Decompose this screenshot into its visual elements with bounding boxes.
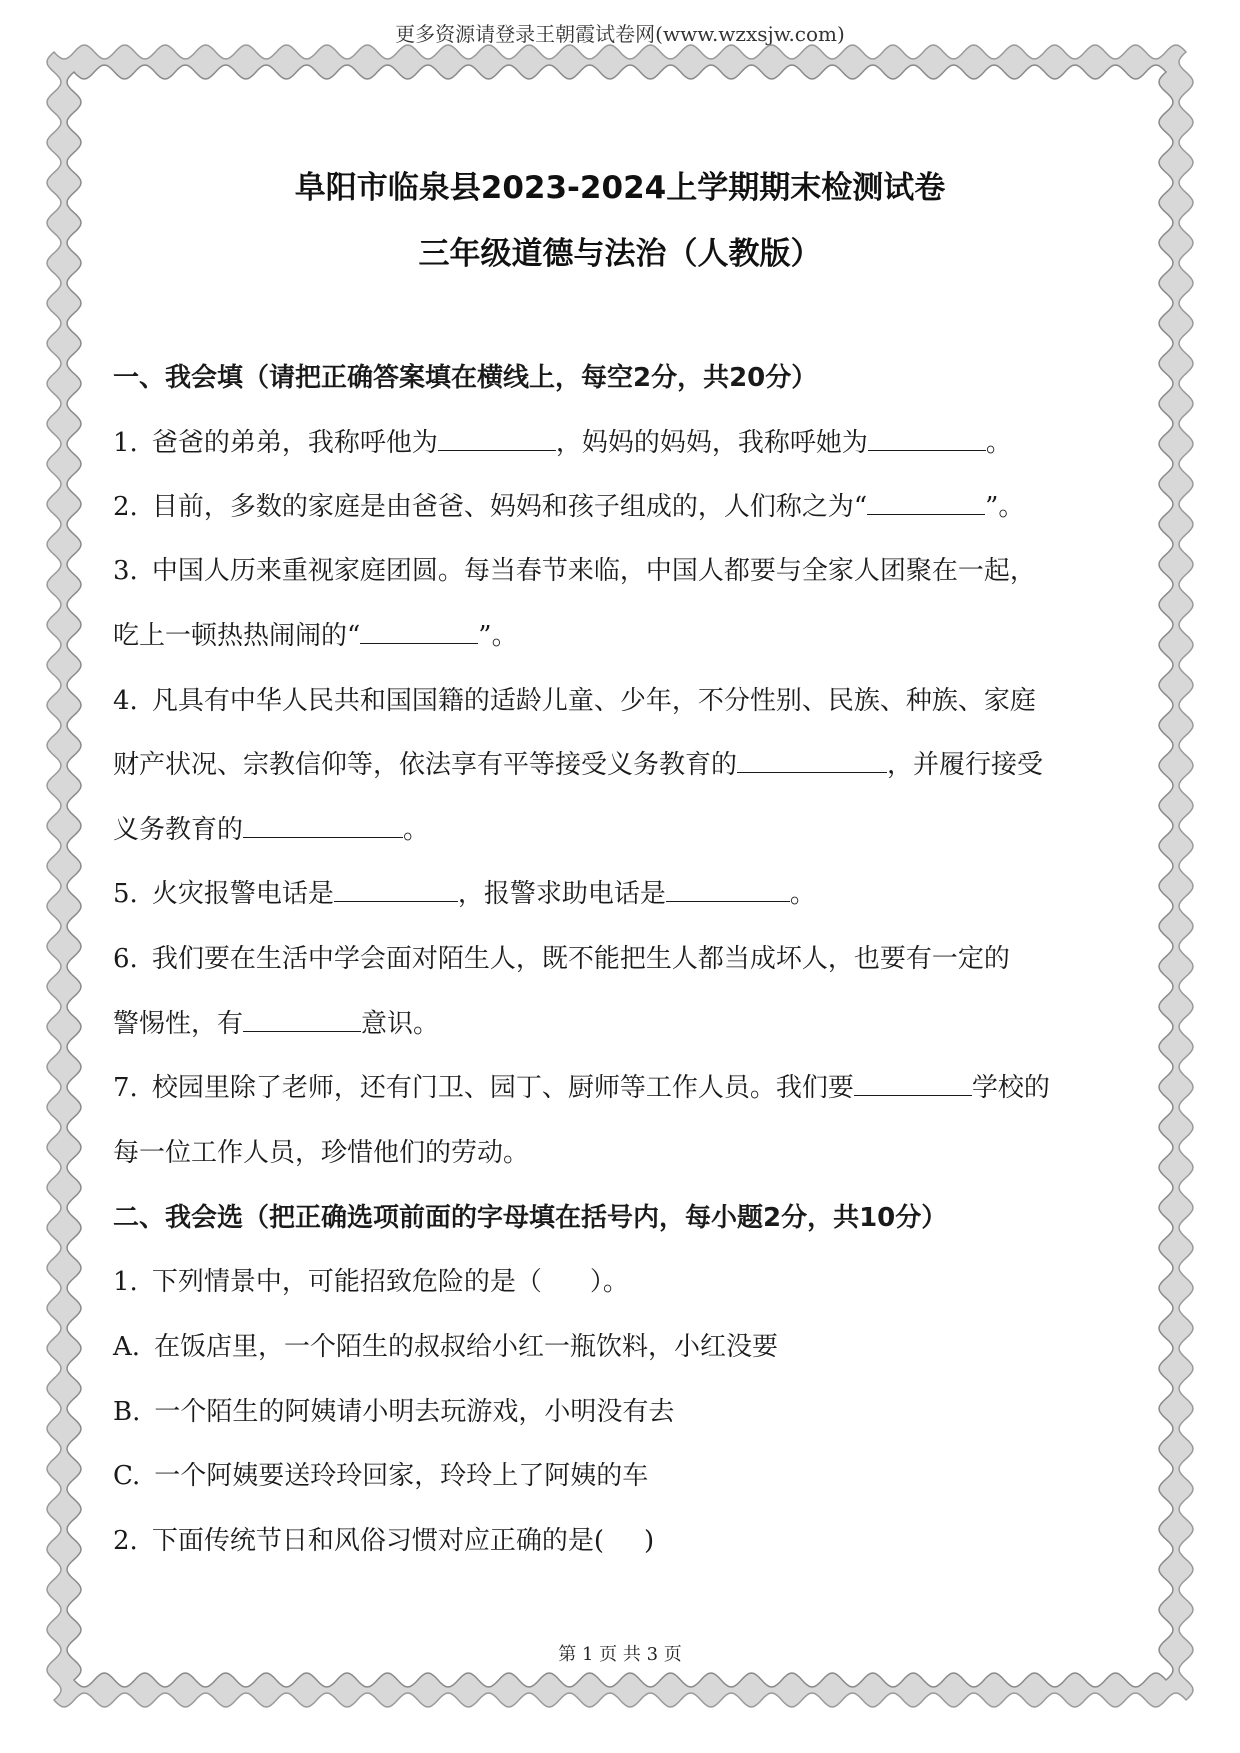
- question-text: 凡具有中华人民共和国国籍的适龄儿童、少年，不分性别、民族、种族、家庭: [151, 686, 1036, 716]
- option-text: 一个阿姨要送玲玲回家，玲玲上了阿姨的车: [154, 1461, 649, 1491]
- question-text: 警惕性，有: [113, 1009, 244, 1039]
- question-1-1: [113, 428, 1012, 458]
- question-text: 学校的: [971, 1073, 1050, 1103]
- exam-subtitle: 三年级道德与法治（人教版）: [418, 236, 822, 272]
- question-text: 。: [985, 428, 1012, 458]
- option-text: 一个陌生的阿姨请小明去玩游戏，小明没有去: [154, 1397, 675, 1427]
- answer-blank[interactable]: [360, 621, 478, 644]
- question-text: 校园里除了老师，还有门卫、园丁、厨师等工作人员。我们要: [151, 1073, 854, 1103]
- question-text: ): [643, 1526, 655, 1556]
- question-text: 火灾报警电话是: [151, 879, 334, 909]
- question-text: 吃上一顿热热闹闹的“: [113, 621, 361, 651]
- page-footer: 第 1 页 共 3 页: [558, 1644, 682, 1665]
- question-number: 1.: [113, 1267, 138, 1297]
- question-1-6-line2: [113, 1009, 439, 1039]
- question-text: 。: [403, 815, 430, 845]
- answer-blank[interactable]: [868, 428, 986, 451]
- question-text: 目前，多数的家庭是由爸爸、妈妈和孩子组成的，人们称之为“: [151, 492, 868, 522]
- question-1-5: [113, 879, 816, 909]
- question-1-3-line1: [113, 556, 1036, 586]
- answer-blank[interactable]: [867, 492, 985, 515]
- question-text: 爸爸的弟弟，我称呼他为: [151, 428, 438, 458]
- border-wave: [67, 65, 1173, 1687]
- question-text: 。: [789, 879, 816, 909]
- question-1-2: [113, 492, 1024, 522]
- question-text: 财产状况、宗教信仰等，依法享有平等接受义务教育的: [113, 750, 738, 780]
- option-label: A.: [113, 1332, 141, 1362]
- question-1-7-line1: [113, 1073, 1050, 1103]
- question-text: ）。: [589, 1267, 629, 1297]
- question-text: ，妈妈的妈妈，我称呼她为: [555, 428, 868, 458]
- section-2-heading: 二、我会选（把正确选项前面的字母填在括号内，每小题2分，共10分）: [113, 1203, 948, 1233]
- option-label: C.: [113, 1461, 141, 1491]
- question-1-4-line1: [113, 686, 1036, 716]
- question-text: 中国人历来重视家庭团圆。每当春节来临，中国人都要与全家人团聚在一起，: [151, 556, 1036, 586]
- answer-blank[interactable]: [854, 1073, 972, 1096]
- question-1-4-line2: [113, 750, 1043, 780]
- question-1-7-line2: [113, 1138, 529, 1168]
- question-text: 义务教育的: [113, 815, 244, 845]
- question-text: ”。: [985, 492, 1025, 522]
- answer-blank[interactable]: [334, 879, 458, 902]
- site-watermark: 更多资源请登录王朝霞试卷网(www.wzxsjw.com): [395, 22, 845, 46]
- option-b: [113, 1397, 674, 1427]
- answer-blank[interactable]: [737, 750, 887, 773]
- option-text: 在饭店里，一个陌生的叔叔给小红一瓶饮料，小红没要: [154, 1332, 779, 1362]
- option-label: B.: [113, 1397, 141, 1427]
- question-number: 2.: [113, 492, 138, 522]
- option-c: [113, 1461, 648, 1491]
- exam-title: 阜阳市临泉县2023-2024上学期期末检测试卷: [294, 170, 946, 206]
- question-number: 4.: [113, 686, 138, 716]
- option-a: [113, 1332, 778, 1362]
- question-2-1: [113, 1267, 629, 1297]
- question-number: 1.: [113, 428, 138, 458]
- question-number: 5.: [113, 879, 138, 909]
- answer-blank[interactable]: [438, 428, 556, 451]
- question-text: ，并履行接受: [887, 750, 1044, 780]
- question-text: 意识。: [361, 1009, 440, 1039]
- question-1-6-line1: [113, 944, 1010, 974]
- answer-blank[interactable]: [243, 1009, 361, 1032]
- question-text: 每一位工作人员，珍惜他们的劳动。: [113, 1138, 530, 1168]
- question-text: ，报警求助电话是: [457, 879, 666, 909]
- question-number: 2.: [113, 1526, 138, 1556]
- question-text: 下面传统节日和风俗习惯对应正确的是(: [151, 1526, 604, 1556]
- answer-blank[interactable]: [666, 879, 790, 902]
- question-1-3-line2: [113, 621, 518, 651]
- question-number: 6.: [113, 944, 138, 974]
- question-number: 7.: [113, 1073, 138, 1103]
- question-text: 下列情景中，可能招致危险的是（: [151, 1267, 542, 1297]
- question-text: ”。: [478, 621, 518, 651]
- section-1-heading: 一、我会填（请把正确答案填在横线上，每空2分，共20分）: [113, 363, 818, 393]
- answer-blank[interactable]: [243, 815, 403, 838]
- question-1-4-line3: [113, 815, 429, 845]
- question-text: 我们要在生活中学会面对陌生人，既不能把生人都当成坏人，也要有一定的: [151, 944, 1010, 974]
- question-number: 3.: [113, 556, 138, 586]
- question-2-2: [113, 1526, 654, 1556]
